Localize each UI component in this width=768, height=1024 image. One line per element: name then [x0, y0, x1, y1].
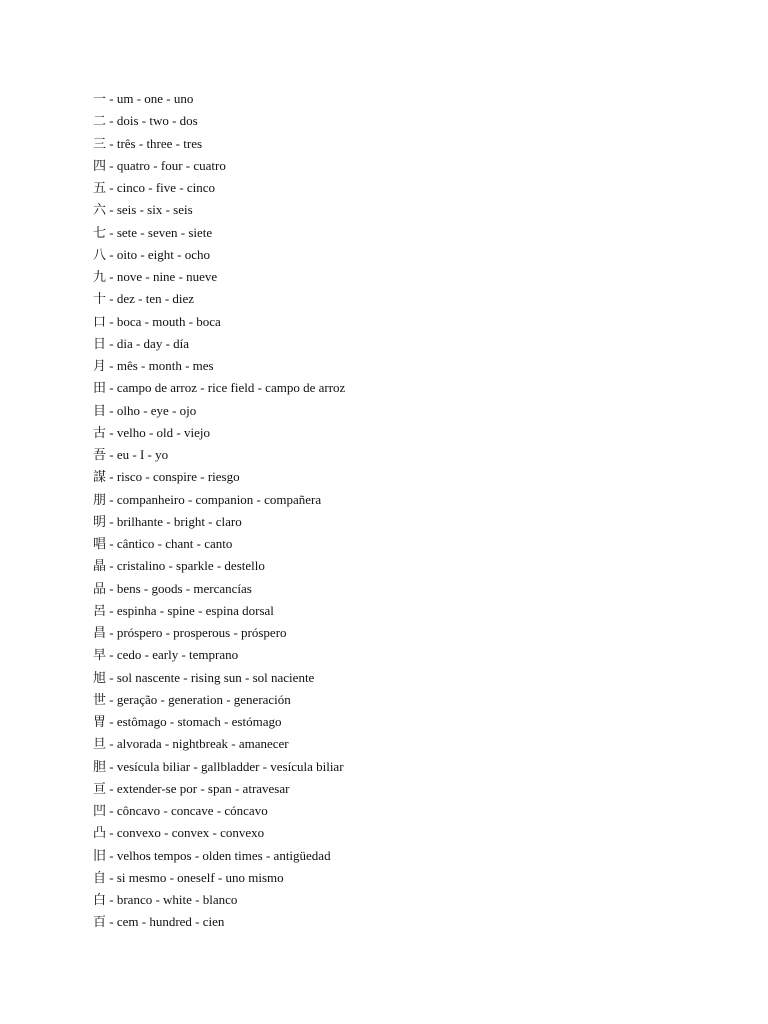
translation-text: - seis - six - seis [106, 202, 193, 218]
kanji-character: 旦 [93, 737, 107, 753]
vocabulary-list [93, 88, 345, 934]
translation-text: - convexo - convex - convexo [106, 825, 265, 841]
kanji-character: 朋 [93, 492, 107, 508]
kanji-character: 晶 [93, 559, 107, 575]
kanji-character: 昌 [93, 626, 107, 641]
kanji-character: 世 [93, 692, 107, 708]
vocabulary-entry [93, 466, 345, 488]
kanji-character: 凹 [93, 804, 107, 819]
translation-text: - velho - old - viejo [106, 424, 210, 440]
kanji-character: 九 [93, 270, 107, 285]
kanji-character: 月 [93, 359, 107, 374]
kanji-character: 五 [93, 181, 107, 196]
vocabulary-entry [93, 377, 345, 399]
vocabulary-entry [93, 88, 345, 110]
kanji-character: 唱 [93, 537, 107, 552]
kanji-character: 胆 [93, 759, 107, 775]
translation-text: - companheiro - companion - compañera [106, 491, 322, 507]
translation-text: - espinha - spine - espina dorsal [106, 602, 274, 618]
translation-text: - próspero - prosperous - próspero [106, 625, 287, 640]
translation-text: - cinco - five - cinco [106, 180, 216, 195]
vocabulary-entry [93, 711, 345, 733]
kanji-character: 亘 [93, 781, 107, 797]
vocabulary-entry [93, 555, 345, 577]
vocabulary-entry [93, 333, 345, 355]
kanji-character: 十 [93, 292, 107, 308]
kanji-character: 呂 [93, 603, 107, 619]
vocabulary-entry [93, 444, 345, 466]
kanji-character: 吾 [93, 448, 107, 463]
translation-text: - cedo - early - temprano [106, 647, 239, 663]
kanji-character: 六 [93, 203, 107, 219]
kanji-character: 田 [93, 381, 107, 397]
vocabulary-entry [93, 133, 345, 155]
vocabulary-entry [93, 222, 345, 244]
translation-text: - boca - mouth - boca [106, 313, 221, 329]
translation-text: - estômago - stomach - estómago [106, 714, 282, 729]
kanji-character: 自 [93, 870, 107, 886]
kanji-character: 白 [93, 893, 107, 908]
vocabulary-entry [93, 800, 345, 822]
vocabulary-entry [93, 533, 345, 555]
kanji-character: 二 [93, 114, 107, 130]
translation-text: - campo de arroz - rice field - campo de arroz [106, 380, 346, 396]
vocabulary-entry [93, 578, 345, 600]
kanji-character: 四 [93, 158, 107, 174]
vocabulary-entry [93, 911, 345, 933]
vocabulary-entry [93, 177, 345, 199]
translation-text: - extender-se por - span - atravesar [106, 780, 290, 796]
translation-text: - nove - nine - nueve [106, 269, 218, 284]
kanji-character: 明 [93, 514, 107, 530]
translation-text: - dez - ten - diez [106, 291, 195, 307]
translation-text: - três - three - tres [106, 135, 203, 151]
translation-text: - eu - I - yo [106, 447, 169, 462]
kanji-character: 口 [93, 314, 107, 330]
vocabulary-entry [93, 422, 345, 444]
translation-text: - sol nascente - rising sun - sol naciente [106, 669, 315, 685]
vocabulary-entry [93, 622, 345, 644]
translation-text: - velhos tempos - olden times - antigüedad [106, 847, 331, 863]
translation-text: - dia - day - día [106, 335, 190, 351]
translation-text: - oito - eight - ocho [106, 246, 210, 262]
vocabulary-entry [93, 110, 345, 132]
translation-text: - si mesmo - oneself - uno mismo [106, 869, 284, 885]
kanji-character: 凸 [93, 826, 107, 842]
translation-text: - cristalino - sparkle - destello [106, 558, 265, 574]
vocabulary-entry [93, 867, 345, 889]
vocabulary-entry [93, 845, 345, 867]
kanji-character: 一 [93, 92, 107, 107]
vocabulary-entry [93, 288, 345, 310]
translation-text: - geração - generation - generación [106, 691, 291, 707]
translation-text: - bens - goods - mercancías [106, 580, 252, 596]
translation-text: - branco - white - blanco [106, 892, 238, 907]
vocabulary-entry [93, 778, 345, 800]
translation-text: - brilhante - bright - claro [106, 513, 242, 529]
kanji-character: 品 [93, 581, 107, 597]
vocabulary-entry [93, 756, 345, 778]
translation-text: - mês - month - mes [106, 358, 214, 373]
translation-text: - sete - seven - siete [106, 224, 213, 240]
kanji-character: 百 [93, 915, 107, 931]
vocabulary-entry [93, 511, 345, 533]
translation-text: - olho - eye - ojo [106, 402, 197, 418]
vocabulary-entry [93, 155, 345, 177]
kanji-character: 謀 [93, 470, 107, 486]
translation-text: - cântico - chant - canto [106, 536, 233, 551]
vocabulary-entry [93, 600, 345, 622]
vocabulary-entry [93, 355, 345, 377]
kanji-character: 胃 [93, 715, 107, 730]
vocabulary-entry [93, 733, 345, 755]
vocabulary-entry [93, 266, 345, 288]
kanji-character: 日 [93, 336, 107, 352]
vocabulary-entry [93, 889, 345, 911]
translation-text: - dois - two - dos [106, 113, 198, 129]
kanji-character: 古 [93, 425, 107, 441]
vocabulary-entry [93, 311, 345, 333]
kanji-character: 三 [93, 136, 107, 152]
kanji-character: 旭 [93, 670, 107, 686]
vocabulary-entry [93, 244, 345, 266]
translation-text: - risco - conspire - riesgo [106, 469, 240, 485]
translation-text: - cem - hundred - cien [106, 914, 225, 930]
vocabulary-entry [93, 667, 345, 689]
translation-text: - alvorada - nightbreak - amanecer [106, 736, 289, 752]
vocabulary-entry [93, 822, 345, 844]
vocabulary-entry [93, 689, 345, 711]
translation-text: - vesícula biliar - gallbladder - vesícula biliar [106, 758, 344, 774]
vocabulary-entry [93, 400, 345, 422]
translation-text: - côncavo - concave - cóncavo [106, 803, 268, 818]
kanji-character: 早 [93, 648, 107, 664]
translation-text: - um - one - uno [106, 91, 194, 106]
vocabulary-entry [93, 489, 345, 511]
vocabulary-entry [93, 644, 345, 666]
kanji-character: 目 [93, 403, 107, 419]
kanji-character: 八 [93, 247, 107, 263]
kanji-character: 七 [93, 225, 107, 241]
vocabulary-entry [93, 199, 345, 221]
translation-text: - quatro - four - cuatro [106, 157, 226, 173]
kanji-character: 旧 [93, 848, 107, 864]
